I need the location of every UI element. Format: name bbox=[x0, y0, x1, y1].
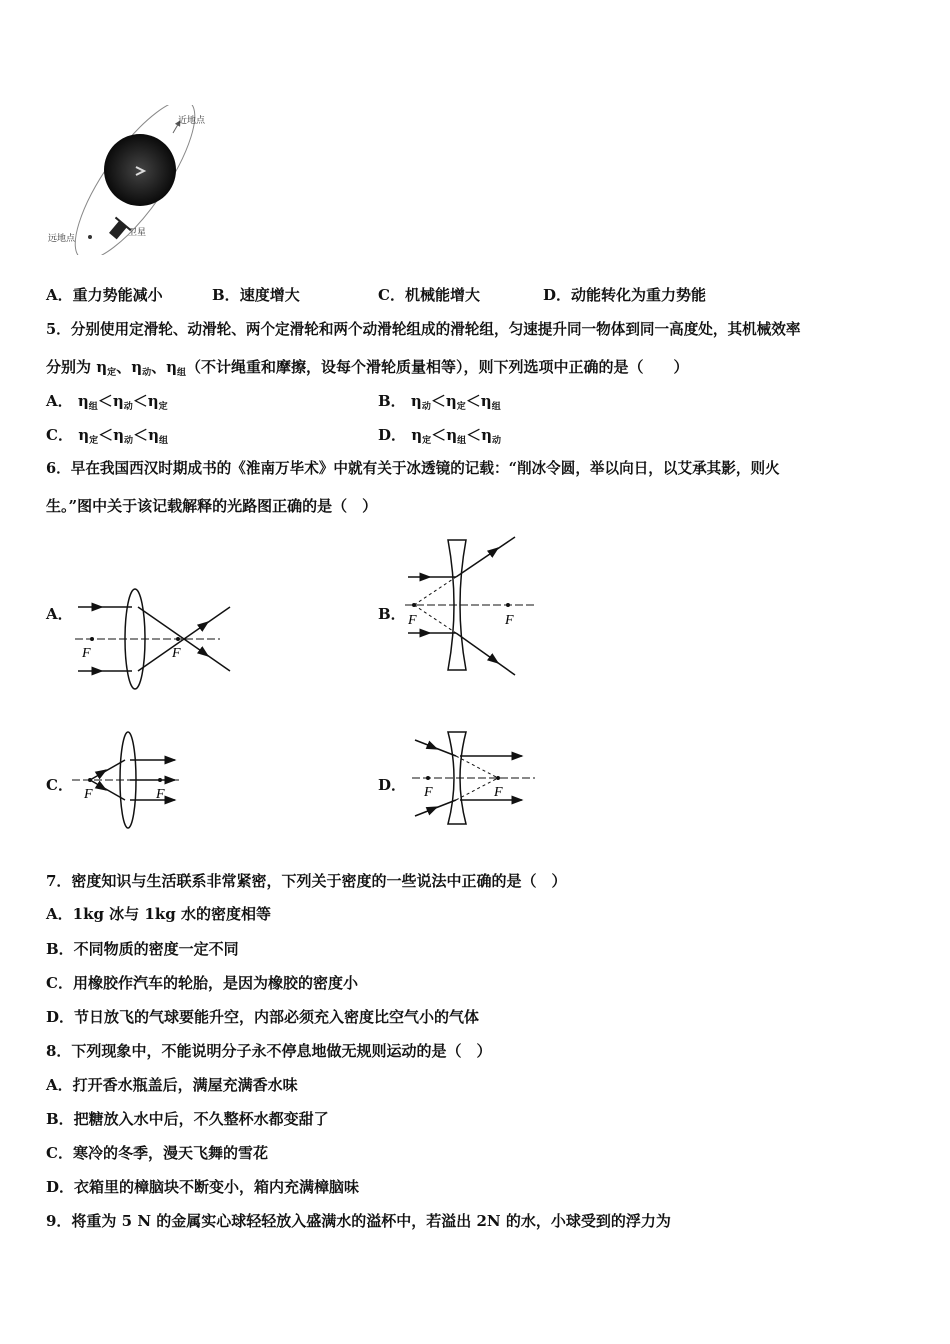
q5-option-c[interactable]: C． $\eta_定<\eta_动<\eta_组$ bbox=[46, 426, 168, 446]
q6-option-c-label[interactable]: C． bbox=[46, 776, 73, 794]
q6-option-d-label[interactable]: D． bbox=[378, 776, 407, 794]
satellite-orbit-figure bbox=[40, 105, 230, 255]
q5-option-d[interactable]: D． $\eta_定<\eta_组<\eta_动$ bbox=[378, 426, 502, 446]
q6-stem-line1: 6．早在我国西汉时期成书的《淮南万毕术》中就有关于冰透镜的记载：“削冰令圆，举以向日，以艾承其影，则火 bbox=[46, 460, 780, 477]
q8-option-d[interactable]: D．衣箱里的樟脑块不断变小，箱内充满樟脑味 bbox=[46, 1178, 360, 1196]
q4-option-d[interactable]: D．动能转化为重力势能 bbox=[543, 286, 707, 304]
q7-stem: 7．密度知识与生活联系非常紧密，下列关于密度的一些说法中正确的是（ ） bbox=[46, 872, 567, 890]
q6-stem-line2: 生。”图中关于该记载解释的光路图正确的是（ ） bbox=[46, 497, 378, 515]
q6-option-b-label[interactable]: B． bbox=[378, 605, 406, 623]
focus-label: F bbox=[494, 785, 503, 800]
q7-option-a[interactable]: A．1kg 冰与 1kg 水的密度相等 bbox=[46, 905, 271, 923]
q9-stem: 9．将重为 5 N 的金属实心球轻轻放入盛满水的溢杯中，若溢出 2N 的水，小球受到的浮力为 bbox=[46, 1212, 671, 1230]
q6-diagram-d[interactable] bbox=[410, 728, 540, 828]
focus-label: F bbox=[172, 646, 181, 661]
focus-label: F bbox=[424, 785, 433, 800]
q5-option-a[interactable]: A． $\eta_组<\eta_动<\eta_定$ bbox=[46, 392, 168, 412]
q6-diagram-b[interactable] bbox=[400, 535, 540, 680]
q6-diagram-c[interactable] bbox=[70, 728, 190, 838]
q6-diagram-a[interactable] bbox=[70, 585, 240, 695]
q8-stem: 8．下列现象中，不能说明分子永不停息地做无规则运动的是（ ） bbox=[46, 1042, 492, 1060]
satellite-icon bbox=[105, 217, 131, 242]
focus-label: F bbox=[84, 787, 93, 802]
label-near-point: 近地点 bbox=[178, 116, 206, 126]
q4-option-c[interactable]: C．机械能增大 bbox=[378, 286, 480, 304]
q8-option-a[interactable]: A．打开香水瓶盖后，满屋充满香水味 bbox=[46, 1076, 298, 1094]
label-far-point: 远地点 bbox=[48, 234, 76, 244]
focus-label: F bbox=[505, 613, 514, 628]
q5-stem-line2: 分别为 $\eta_定$、$\eta_动$、$\eta_组$（不计绳重和摩擦，设每个滑轮质量相等），则下列选项中正确的是（ ） bbox=[46, 358, 689, 378]
focus-label: F bbox=[408, 613, 417, 628]
q4-option-b[interactable]: B．速度增大 bbox=[212, 286, 300, 304]
q8-option-b[interactable]: B．把糖放入水中后，不久整杯水都变甜了 bbox=[46, 1110, 329, 1128]
label-satellite: 卫星 bbox=[128, 228, 147, 238]
q6-option-a-label[interactable]: A． bbox=[46, 605, 73, 623]
q7-option-c[interactable]: C．用橡胶作汽车的轮胎，是因为橡胶的密度小 bbox=[46, 974, 358, 992]
q5-option-b[interactable]: B． $\eta_动<\eta_定<\eta_组$ bbox=[378, 392, 501, 412]
q7-option-d[interactable]: D．节日放飞的气球要能升空，内部必须充入密度比空气小的气体 bbox=[46, 1008, 480, 1026]
q4-option-a[interactable]: A．重力势能减小 bbox=[46, 286, 163, 304]
q5-stem-line1: 5．分别使用定滑轮、动滑轮、两个定滑轮和两个动滑轮组成的滑轮组，匀速提升同一物体到同一高度处，其机械效率 bbox=[46, 321, 801, 338]
focus-label: F bbox=[82, 646, 91, 661]
q8-option-c[interactable]: C．寒冷的冬季，漫天飞舞的雪花 bbox=[46, 1144, 268, 1162]
q7-option-b[interactable]: B．不同物质的密度一定不同 bbox=[46, 940, 239, 958]
focus-label: F bbox=[156, 787, 165, 802]
